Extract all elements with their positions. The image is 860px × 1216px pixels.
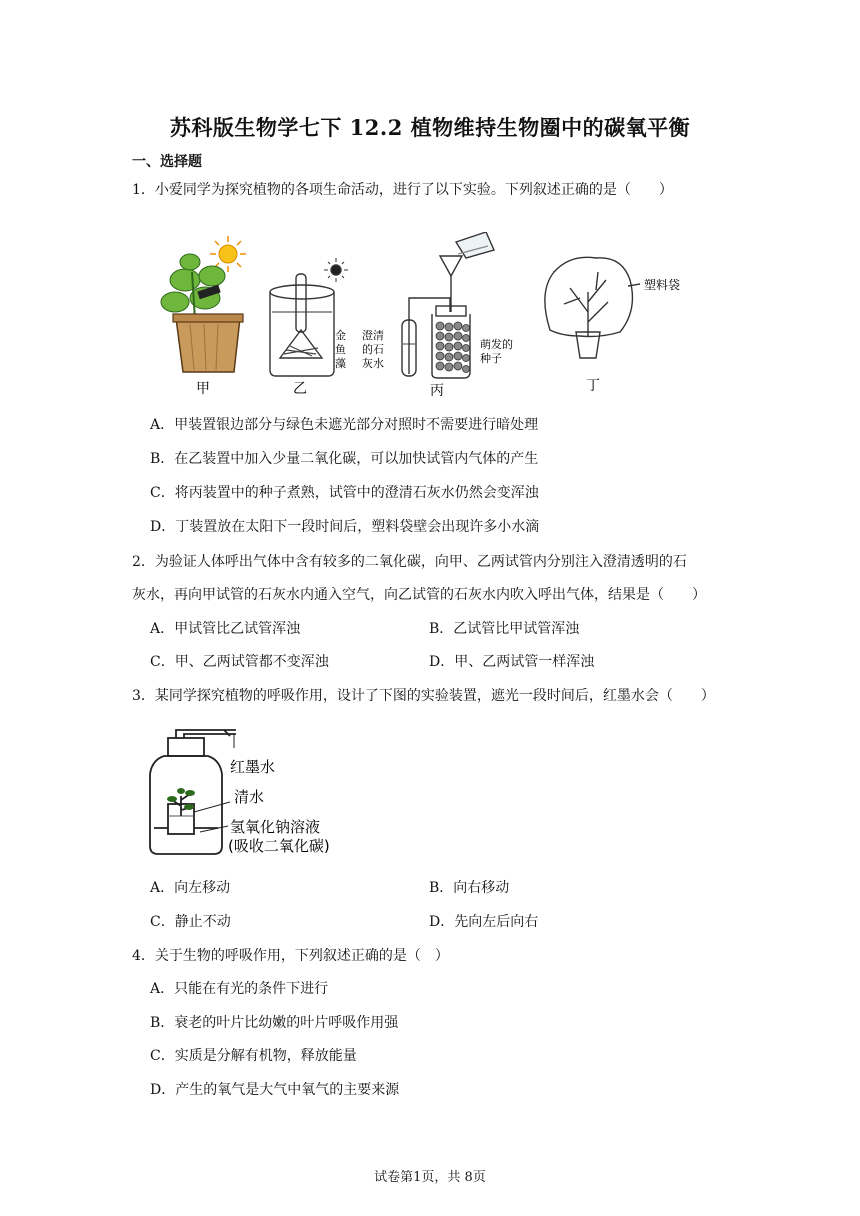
label-naoh: 氢氧化钠溶液 xyxy=(230,818,321,836)
jia-plant-pot-illustration xyxy=(161,236,246,372)
q4-option-c[interactable]: C．实质是分解有机物，释放能量 xyxy=(150,1048,357,1064)
q2-option-a[interactable]: A．甲试管比乙试管浑浊 xyxy=(150,621,301,637)
q1-option-c[interactable]: C．将丙装置中的种子煮熟，试管中的澄清石灰水仍然会变浑浊 xyxy=(150,485,539,501)
question-2-stem-line1: 2．为验证人体呼出气体中含有较多的二氧化碳，向甲、乙两试管内分别注入澄清透明的石 xyxy=(132,554,687,570)
label-shihuishui-1: 澄清 xyxy=(362,329,384,342)
label-qingshui: 清水 xyxy=(234,788,265,806)
label-zhongzi-1: 萌发的 xyxy=(480,338,513,351)
label-jinyuzao-3: 藻 xyxy=(335,357,346,370)
label-zhongzi-2: 种子 xyxy=(480,352,502,365)
question-4-stem: 4．关于生物的呼吸作用，下列叙述正确的是（ ） xyxy=(132,948,449,964)
q2-option-c[interactable]: C．甲、乙两试管都不变浑浊 xyxy=(150,654,329,670)
q2-option-d[interactable]: D．甲、乙两试管一样浑浊 xyxy=(429,654,595,670)
q3-option-c[interactable]: C．静止不动 xyxy=(150,914,231,930)
label-jinyuzao-1: 金 xyxy=(335,329,346,342)
q1-option-b[interactable]: B．在乙装置中加入少量二氧化碳，可以加快试管内气体的产生 xyxy=(150,451,539,467)
section-heading: 一、选择题 xyxy=(132,154,202,170)
label-naoh-note: (吸收二氧化碳) xyxy=(228,837,330,855)
label-ding: 丁 xyxy=(586,378,600,394)
label-suliaodai: 塑料袋 xyxy=(644,278,681,292)
seeds-illustration xyxy=(436,322,470,373)
page-footer: 试卷第1页，共 8页 xyxy=(374,1170,486,1185)
q3-option-a[interactable]: A．向左移动 xyxy=(150,880,231,896)
q3-option-b[interactable]: B．向右移动 xyxy=(429,880,510,896)
q4-option-d[interactable]: D．产生的氧气是大气中氧气的主要来源 xyxy=(150,1082,400,1098)
label-yi: 乙 xyxy=(293,381,307,397)
label-jia: 甲 xyxy=(196,381,210,397)
question-2-stem-line2: 灰水，再向甲试管的石灰水内通入空气，向乙试管的石灰水内吹入呼出气体，结果是（ ） xyxy=(132,587,706,603)
page-title: 苏科版生物学七下 12.2 植物维持生物圈中的碳氧平衡 xyxy=(169,115,691,140)
q4-option-b[interactable]: B．衰老的叶片比幼嫩的叶片呼吸作用强 xyxy=(150,1015,399,1031)
question-1-stem: 1．小爱同学为探究植物的各项生命活动，进行了以下实验。下列叙述正确的是（ ） xyxy=(132,182,673,198)
label-hongmoshui: 红墨水 xyxy=(230,758,276,776)
label-shihuishui-3: 灰水 xyxy=(362,357,384,370)
question-1-figure xyxy=(150,232,710,404)
label-bing: 丙 xyxy=(430,383,444,399)
q3-option-d[interactable]: D．先向左后向右 xyxy=(429,914,539,930)
question-3-figure xyxy=(138,724,378,864)
ding-plastic-bag-illustration xyxy=(545,257,640,358)
label-shihuishui-2: 的石 xyxy=(362,343,384,356)
q2-option-b[interactable]: B．乙试管比甲试管浑浊 xyxy=(429,621,580,637)
question-3-stem: 3．某同学探究植物的呼吸作用，设计了下图的实验装置，遮光一段时间后，红墨水会（ ） xyxy=(132,688,715,704)
q4-option-a[interactable]: A．只能在有光的条件下进行 xyxy=(150,981,329,997)
q1-option-a[interactable]: A．甲装置银边部分与绿色未遮光部分对照时不需要进行暗处理 xyxy=(150,417,539,433)
q1-option-d[interactable]: D．丁装置放在太阳下一段时间后，塑料袋壁会出现许多小水滴 xyxy=(150,519,540,535)
label-jinyuzao-2: 鱼 xyxy=(335,343,346,356)
